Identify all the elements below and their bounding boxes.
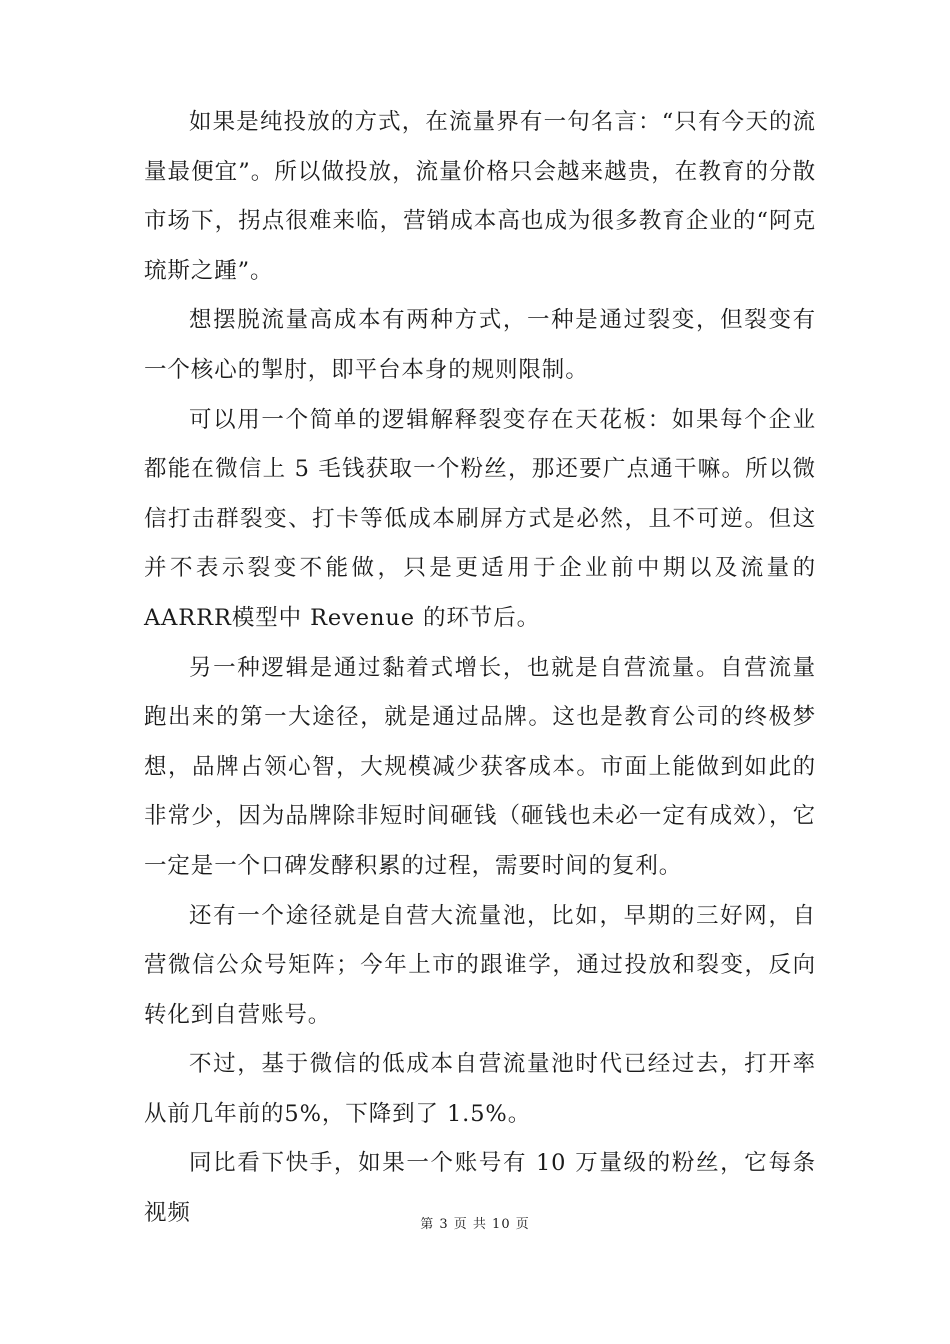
paragraph: 另一种逻辑是通过黏着式增长，也就是自营流量。自营流量跑出来的第一大途径，就是通过品牌。这也是教育公司的终极梦想，品牌占领心智，大规模减少获客成本。市面上能做到如此的非常少，因为品牌除非短时间砸钱（砸钱也未必一定有成效），它一定是一个口碑发酵积累的过程，需要时间的复利。 [144,654,816,879]
paragraph: 可以用一个简单的逻辑解释裂变存在天花板：如果每个企业都能在微信上 5 毛钱获取一个粉丝，那还要广点通干嘛。所以微信打击群裂变、打卡等低成本刷屏方式是必然，且不可逆。但这并不表示裂变不能做，只是更适用于企业前中期以及流量的AARRR模型中 Revenue 的环节后。 [144,406,816,631]
paragraph: 不过，基于微信的低成本自营流量池时代已经过去，打开率从前几年前的5%，下降到了 1.5%。 [144,1051,816,1127]
page-number-label: 第 3 页 共 10 页 [420,1217,530,1232]
paragraph: 还有一个途径就是自营大流量池，比如，早期的三好网，自营微信公众号矩阵；今年上市的跟谁学，通过投放和裂变，反向转化到自营账号。 [144,902,816,1028]
paragraph: 如果是纯投放的方式，在流量界有一句名言：“只有今天的流量最便宜”。所以做投放，流量价格只会越来越贵，在教育的分散市场下，拐点很难来临，营销成本高也成为很多教育企业的“阿克琉斯之踵”。 [144,109,816,284]
paragraph: 想摆脱流量高成本有两种方式，一种是通过裂变，但裂变有一个核心的掣肘，即平台本身的规则限制。 [144,307,816,383]
page-footer [0,1216,950,1234]
paragraph: 同比看下快手，如果一个账号有 10 万量级的粉丝，它每条视频 [144,1150,816,1227]
document-body [144,98,816,1239]
